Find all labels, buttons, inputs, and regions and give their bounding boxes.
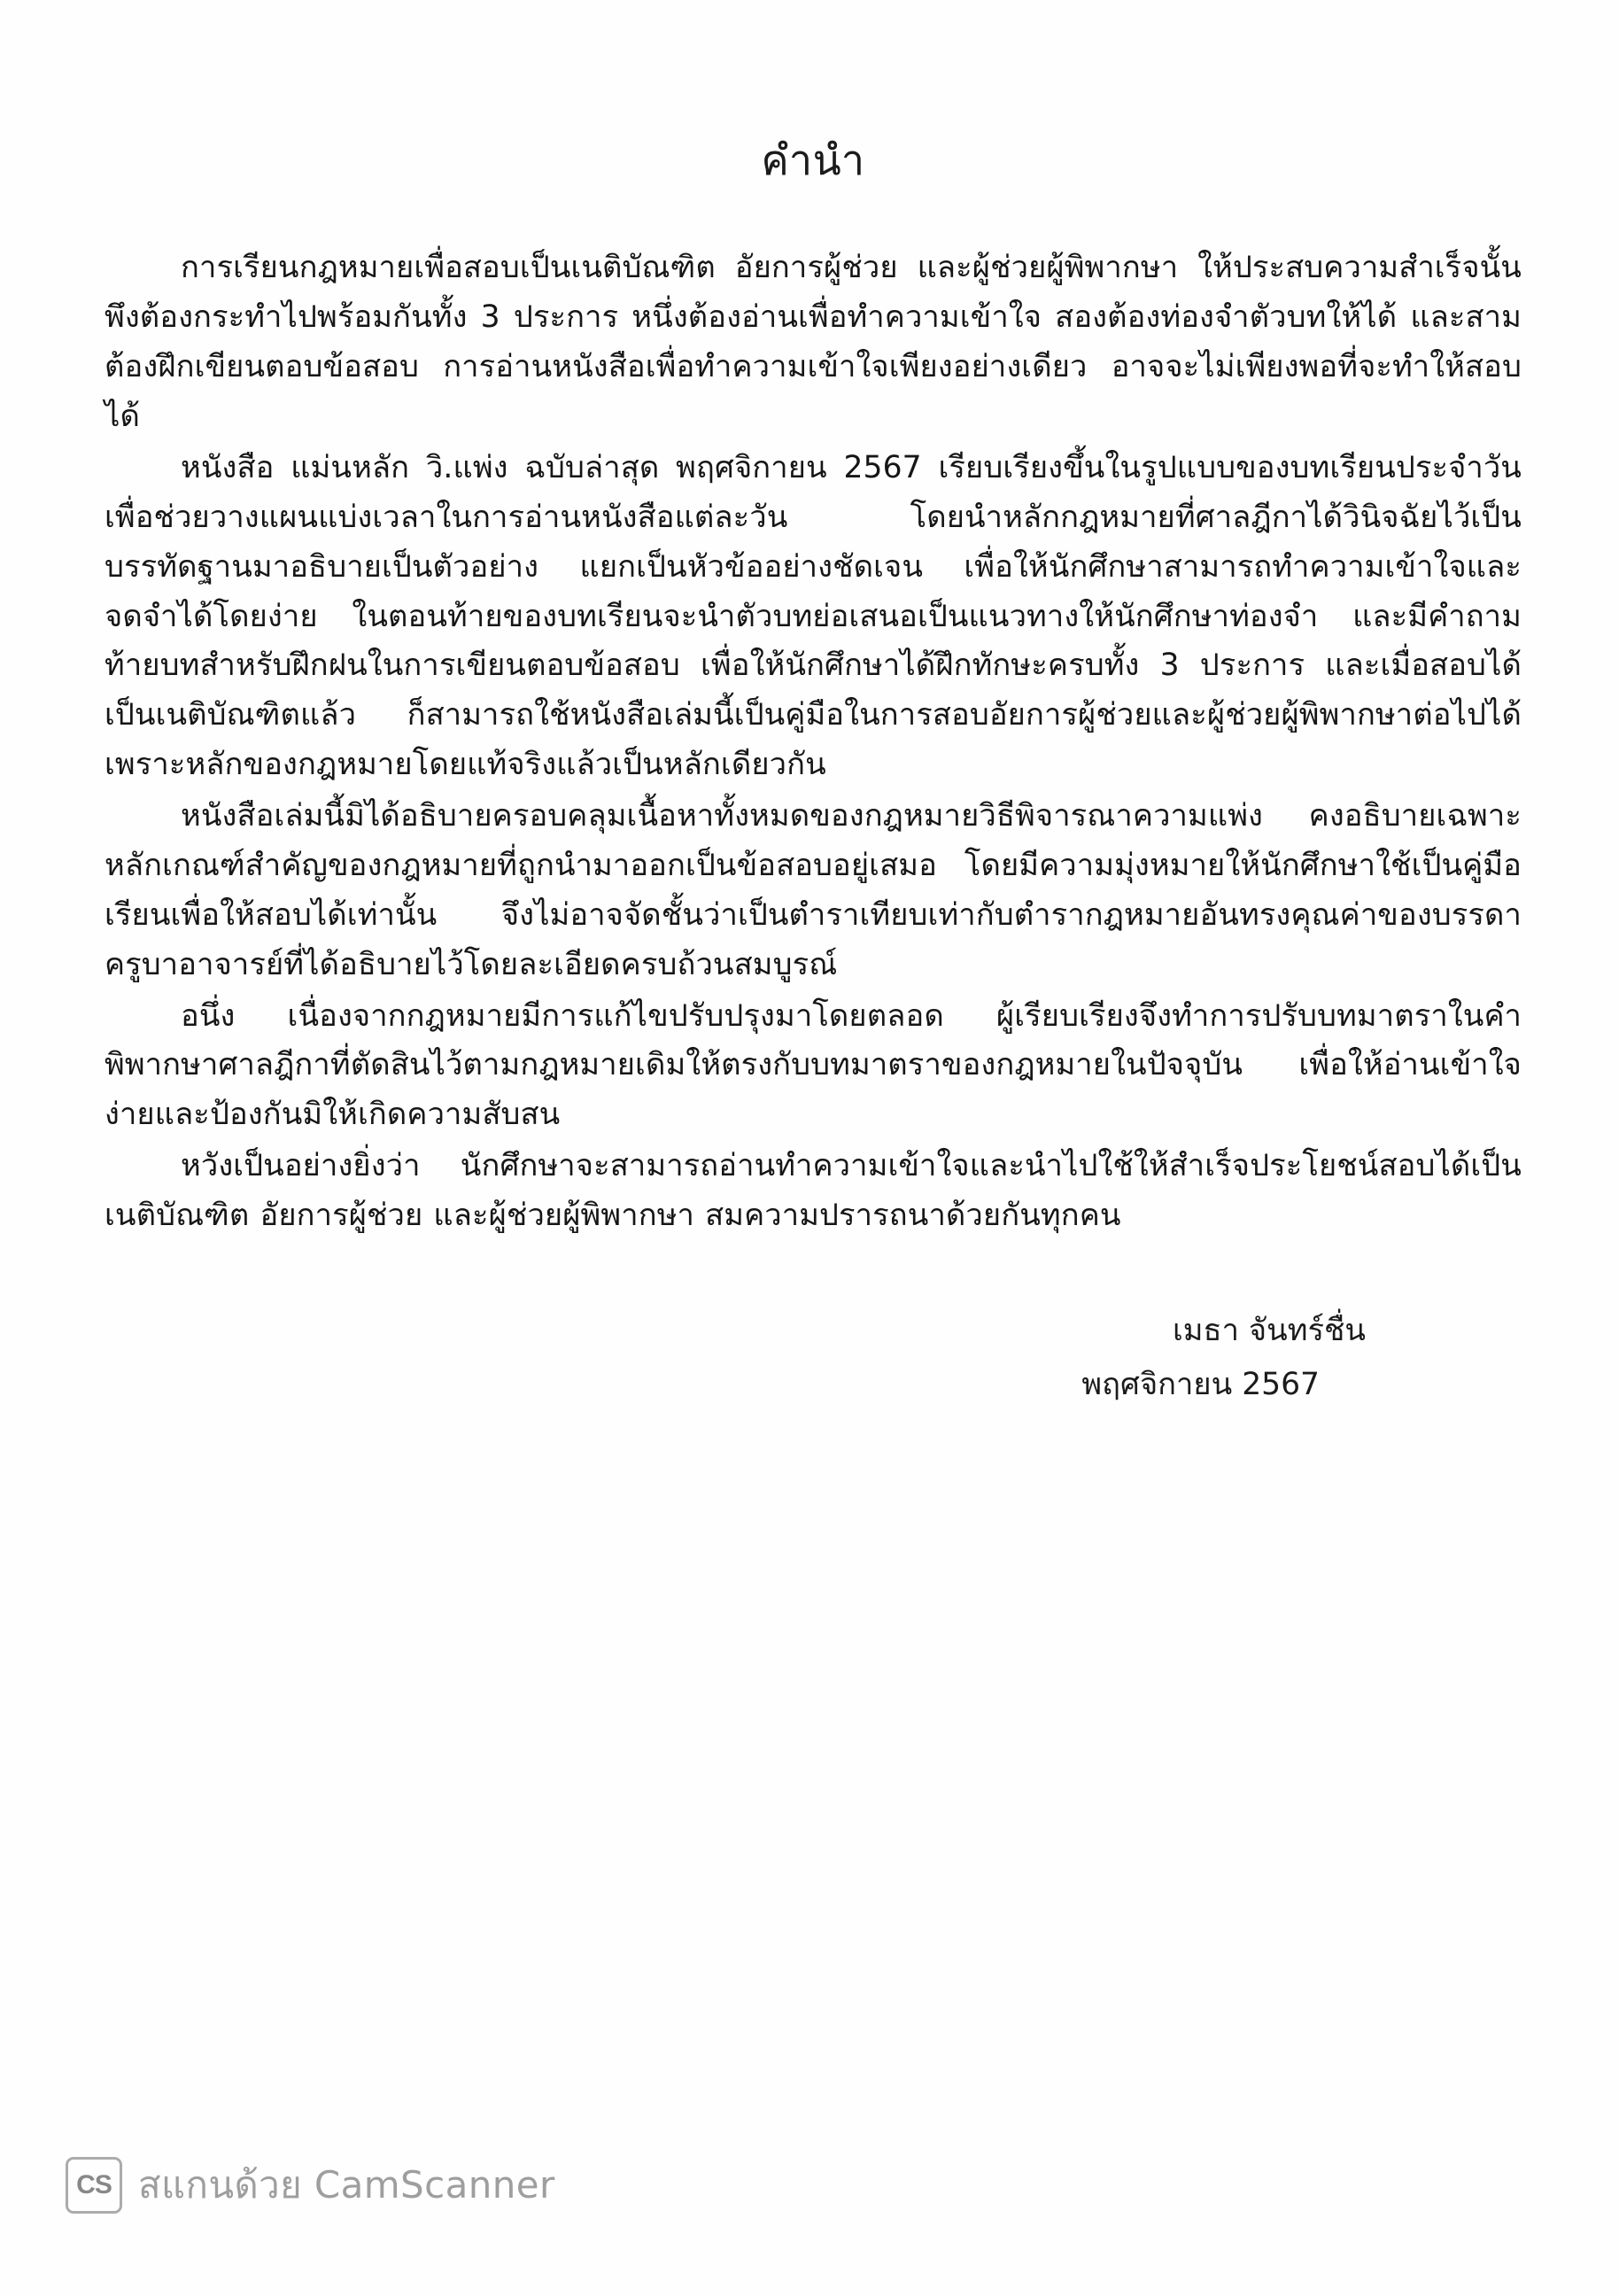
paragraph-4: อนึ่ง เนื่องจากกฎหมายมีการแก้ไขปรับปรุงมาโดยตลอด ผู้เรียบเรียงจึงทำการปรับบทมาตราในคำพิพากษาศาลฎีกาที่ตัดสินไว้ตามกฎหมายเดิมให้ตรงกับบทมาตราของกฎหมายในปัจจุบัน เพื่อให้อ่านเข้าใจง่ายและป้องกันมิให้เกิดความสับสน <box>105 997 1522 1133</box>
signature-block <box>105 1307 1522 1409</box>
camscanner-watermark <box>66 2156 555 2215</box>
paragraph-3: หนังสือเล่มนี้มิได้อธิบายครอบคลุมเนื้อหาทั้งหมดของกฎหมายวิธีพิจารณาความแพ่ง คงอธิบายเฉพาะหลักเกณฑ์สำคัญของกฎหมายที่ถูกนำมาออกเป็นข้อสอบอยู่เสมอ โดยมีความมุ่งหมายให้นักศึกษาใช้เป็นคู่มือเรียนเพื่อให้สอบได้เท่านั้น จึงไม่อาจจัดชั้นว่าเป็นตำราเทียบเท่ากับตำรากฎหมายอันทรงคุณค่าของบรรดาครูบาอาจารย์ที่ได้อธิบายไว้โดยละเอียดครบถ้วนสมบูรณ์ <box>105 798 1522 982</box>
paragraph-1: การเรียนกฎหมายเพื่อสอบเป็นเนติบัณฑิต อัยการผู้ช่วย และผู้ช่วยผู้พิพากษา ให้ประสบความสำเร็จนั้นพึงต้องกระทำไปพร้อมกันทั้ง 3 ประการ หนึ่งต้องอ่านเพื่อทำความเข้าใจ สองต้องท่องจำตัวบทให้ได้ และสามต้องฝึกเขียนตอบข้อสอบ การอ่านหนังสือเพื่อทำความเข้าใจเพียงอย่างเดียว อาจจะไม่เพียงพอที่จะทำให้สอบได้ <box>105 250 1522 435</box>
paragraph-2: หนังสือ แม่นหลัก วิ.แพ่ง ฉบับล่าสุด พฤศจิกายน 2567 เรียบเรียงขึ้นในรูปแบบของบทเรียนประจำวัน เพื่อช่วยวางแผนแบ่งเวลาในการอ่านหนังสือแต่ละวัน โดยนำหลักกฎหมายที่ศาลฎีกาได้วินิจฉัยไว้เป็นบรรทัดฐานมาอธิบายเป็นตัวอย่าง แยกเป็นหัวข้ออย่างชัดเจน เพื่อให้นักศึกษาสามารถทำความเข้าใจและจดจำได้โดยง่าย ในตอนท้ายของบทเรียนจะนำตัวบทย่อเสนอเป็นแนวทางให้นักศึกษาท่องจำ และมีคำถามท้ายบทสำหรับฝึกฝนในการเขียนตอบข้อสอบ เพื่อให้นักศึกษาได้ฝึกทักษะครบทั้ง 3 ประการ และเมื่อสอบได้เป็นเนติบัณฑิตแล้ว ก็สามารถใช้หนังสือเล่มนี้เป็นคู่มือในการสอบอัยการผู้ช่วยและผู้ช่วยผู้พิพากษาต่อไปได้ เพราะหลักของกฎหมายโดยแท้จริงแล้วเป็นหลักเดียวกัน <box>105 449 1522 783</box>
camscanner-label: สแกนด้วย CamScanner <box>138 2163 555 2207</box>
signature-name: เมธา จันทร์ชื่น <box>1172 1312 1366 1348</box>
page-title: คำนำ <box>761 136 865 185</box>
document-body <box>105 133 1522 1409</box>
signature-date: พฤศจิกายน 2567 <box>1081 1367 1320 1403</box>
camscanner-logo-icon: CS <box>66 2157 122 2214</box>
paragraph-5: หวังเป็นอย่างยิ่งว่า นักศึกษาจะสามารถอ่านทำความเข้าใจและนำไปใช้ให้สำเร็จประโยชน์สอบได้เป็นเนติบัณฑิต อัยการผู้ช่วย และผู้ช่วยผู้พิพากษา สมความปรารถนาด้วยกันทุกคน <box>105 1148 1522 1234</box>
